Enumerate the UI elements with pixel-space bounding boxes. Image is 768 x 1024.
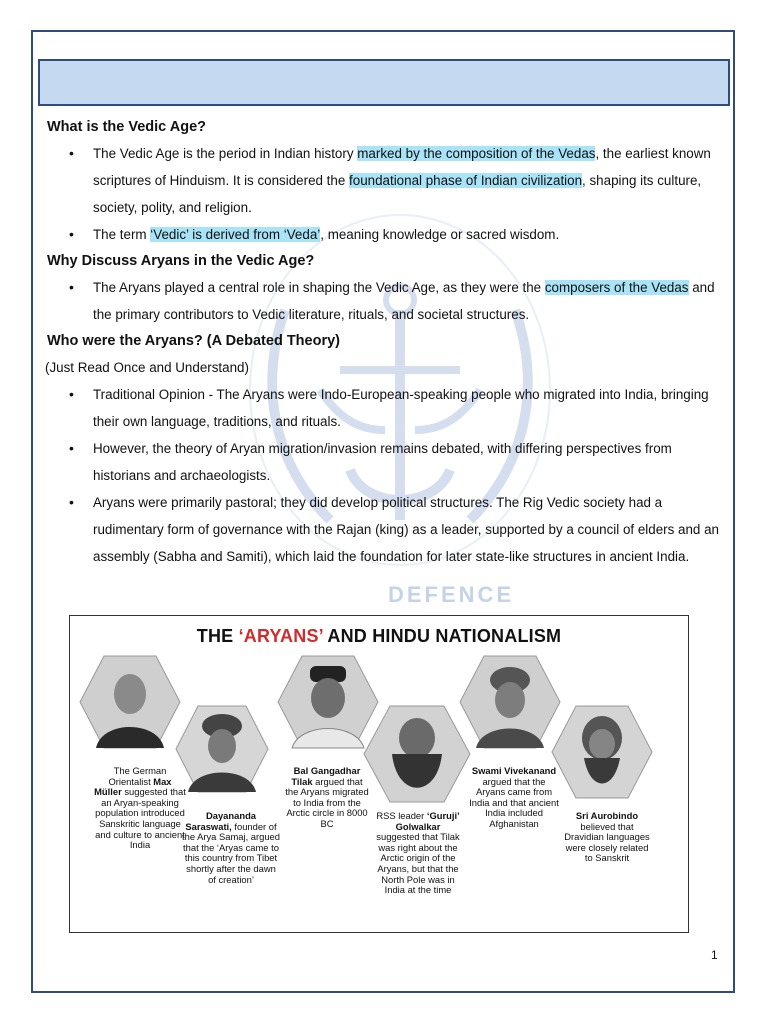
list-item: • The term ‘Vedic’ is derived from ‘Veda’, meaning knowledge or sacred wisdom.	[47, 221, 723, 248]
list-item: • However, the theory of Aryan migration/invasion remains debated, with differing perspectives from historians and archaeologists.	[47, 435, 723, 489]
heading-why-aryans: Why Discuss Aryans in the Vedic Age?	[47, 253, 315, 269]
portrait-dayananda-saraswati	[174, 704, 270, 794]
highlight: composers of the Vedas	[544, 280, 689, 295]
caption-dayananda-saraswati: Dayananda Saraswati, founder of the Arya Samaj, argued that the ‘Aryas came to this country from Tibet shortly after the dawn of creation’	[182, 810, 280, 885]
portrait-max-muller	[78, 654, 182, 750]
header-bar	[38, 59, 730, 106]
portrait-swami-vivekanand	[458, 654, 562, 750]
bullet-list-why-aryans	[47, 274, 723, 328]
figure-title: THE ‘ARYANS’ AND HINDU NATIONALISM	[196, 626, 562, 646]
caption-golwalkar: RSS leader ‘Guruji’ Golwalkar suggested that Tilak was right about the Arctic origin of the Aryans, but that the North Pole was in India at the time	[376, 810, 460, 896]
caption-sri-aurobindo: Sri Aurobindo believed that Dravidian languages were closely related to Sanskrit	[564, 810, 650, 864]
main-content	[47, 114, 723, 570]
list-item: • Aryans were primarily pastoral; they did develop political structures. The Rig Vedic society had a rudimentary form of governance with the Rajan (king) as a leader, supported by a council of elders and an assembly (Sabha and Samiti), which laid the foundation for later state-like structures in ancient India.	[47, 489, 723, 570]
heading-vedic-age: What is the Vedic Age?	[47, 119, 206, 135]
bullet-list-who-were-aryans	[47, 381, 723, 570]
caption-max-muller: The German Orientalist Max Müller suggested that an Aryan-speaking population introduced Sanskritic language and culture to ancient India	[94, 765, 186, 851]
list-item: • Traditional Opinion - The Aryans were Indo-European-speaking people who migrated into India, bringing their own language, traditions, and rituals.	[47, 381, 723, 435]
list-item: • The Vedic Age is the period in Indian history marked by the composition of the Vedas, the earliest known scriptures of Hinduism. It is considered the foundational phase of Indian civilization, shaping its culture, society, polity, and religion.	[47, 140, 723, 221]
caption-bal-gangadhar-tilak: Bal Gangadhar Tilak argued that the Aryans migrated to India from the Arctic circle in 8000 BC	[285, 765, 369, 829]
bullet-list-vedic-age	[47, 140, 723, 248]
portrait-sri-aurobindo	[550, 704, 654, 800]
heading-who-were-aryans: Who were the Aryans? (A Debated Theory)	[47, 333, 340, 349]
highlight: ‘Vedic’ is derived from ‘Veda’	[150, 227, 321, 242]
highlight: foundational phase of Indian civilization	[349, 173, 583, 188]
watermark-text: DEFENCE	[388, 582, 515, 607]
caption-swami-vivekanand: Swami Vivekanand argued that the Aryans came from India and that ancient India included Afghanistan	[469, 765, 559, 829]
portrait-golwalkar	[362, 704, 472, 804]
highlight: marked by the composition of the Vedas	[357, 146, 596, 161]
list-item: • The Aryans played a central role in shaping the Vedic Age, as they were the composers of the Vedas and the primary contributors to Vedic literature, rituals, and societal structures.	[47, 274, 723, 328]
read-note: (Just Read Once and Understand)	[45, 360, 249, 375]
aryans-nationalism-figure	[69, 615, 689, 933]
page-number: 1	[711, 948, 718, 962]
